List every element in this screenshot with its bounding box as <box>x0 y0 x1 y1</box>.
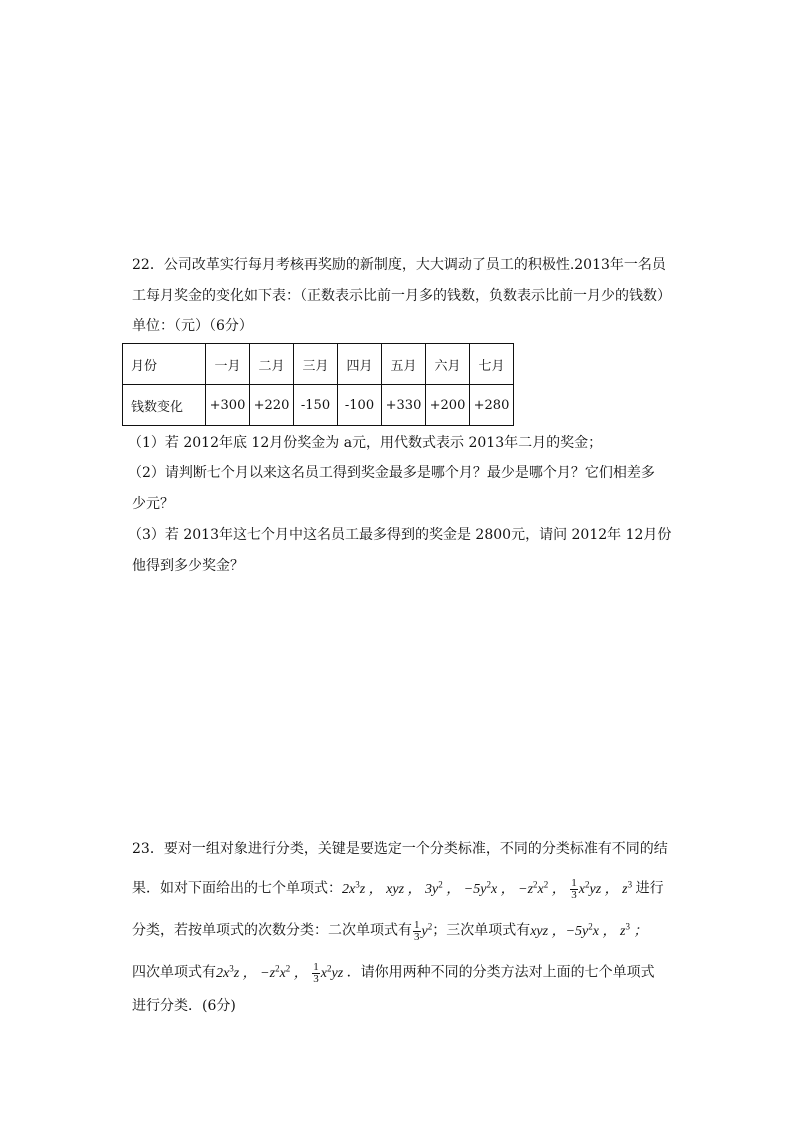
q23-line-2-text: 果．如对下面给出的七个单项式： <box>132 880 342 897</box>
q23-line-3 <box>132 916 647 943</box>
change-cell: -150 <box>294 385 338 426</box>
q23-line-2 <box>132 874 664 901</box>
change-cell: -100 <box>338 385 382 426</box>
q22-sub-3-line-2: 他得到多少奖金？ <box>132 558 244 574</box>
change-cell: +300 <box>206 385 250 426</box>
table-header-change: 钱数变化 <box>123 385 206 426</box>
month-cell: 六月 <box>426 344 470 385</box>
month-cell: 五月 <box>382 344 426 385</box>
bonus-change-table <box>122 343 514 426</box>
change-cell: +280 <box>470 385 514 426</box>
change-cell: +330 <box>382 385 426 426</box>
month-cell: 四月 <box>338 344 382 385</box>
q23-line-3-mid: ；三次单项式有 <box>432 922 531 939</box>
month-cell: 七月 <box>470 344 514 385</box>
change-cell: +220 <box>250 385 294 426</box>
monomial-list: $2x^3z$ ， xyz ， $3y^2$ ， $-5y^2x$ ， $-z^2x^2$ ， $\frac{1}{3}$ $x^2yz$ ， $z^3$ <box>342 876 633 901</box>
q22-sub-1: （1）若 2012年底 12月份奖金为 a元，用代数式表示 2013年二月的奖金； <box>128 435 603 451</box>
q23-line-5: 进行分类．(6分) <box>132 998 236 1014</box>
change-cell: +200 <box>426 385 470 426</box>
q22-sub-2-line-1: （2）请判断七个月以来这名员工得到奖金最多是哪个月？最少是哪个月？它们相差多 <box>128 465 655 481</box>
quadratic-monomials: $\frac{1}{3}$ $y^2$ <box>414 918 433 943</box>
q23-line-2-end: 进行 <box>635 880 664 897</box>
table-header-month: 月份 <box>123 344 206 385</box>
month-cell: 一月 <box>206 344 250 385</box>
q23-line-1: 23．要对一组对象进行分类，关键是要选定一个分类标准，不同的分类标准有不同的结 <box>132 841 668 857</box>
q22-sub-3-line-1: （3）若 2013年这七个月中这名员工最多得到的奖金是 2800元，请问 2012年 12月份 <box>128 527 672 543</box>
q22-line-3: 单位：（元）（6分） <box>132 318 253 334</box>
table-row-months <box>123 344 514 385</box>
q22-sub-2-line-2: 少元？ <box>132 496 174 512</box>
q23-line-4-end: ．请你用两种不同的分类方法对上面的七个单项式 <box>346 964 655 981</box>
month-cell: 二月 <box>250 344 294 385</box>
table-row-changes <box>123 385 514 426</box>
q23-line-3-text: 分类，若按单项式的次数分类：二次单项式有 <box>132 922 412 939</box>
q22-line-2: 工每月奖金的变化如下表：（正数表示比前一月多的钱数，负数表示比前一月少的钱数） <box>132 288 671 304</box>
q23-line-4-text: 四次单项式有 <box>132 964 216 981</box>
q22-line-1: 22．公司改革实行每月考核再奖励的新制度，大大调动了员工的积极性.2013年一名员 <box>132 257 666 273</box>
cubic-monomials: xyz ，$-5y^2x$ ， $z^3$ ； <box>530 921 648 939</box>
q23-line-4 <box>132 958 655 985</box>
quartic-monomials: $2x^3z$ ， $-z^2x^2$ ， $\frac{1}{3}$ $x^2yz$ <box>216 960 347 985</box>
month-cell: 三月 <box>294 344 338 385</box>
